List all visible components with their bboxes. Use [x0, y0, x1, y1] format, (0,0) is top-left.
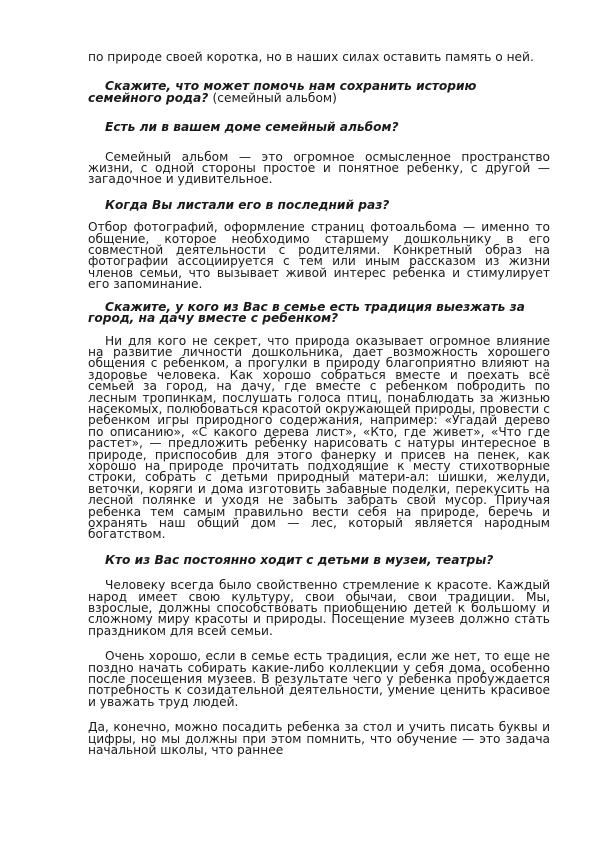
paragraph-beauty: Человеку всегда было свойственно стремление к красоте. Каждый народ имеет свою культуру, свои обычаи, свои традиции. Мы, взрослые, должны способствовать приобщению детей к большому и сложному миру красоты и природы. Посещение музеев должно стать праздником для всей семьи.	[88, 578, 550, 638]
paragraph-collections: Очень хорошо, если в семье есть традиция, если же нет, то еще не поздно начать собирать какие-либо коллекции у себя дома, особенно после посещения музеев. В результате чего у ребенка пробуждается потребность к созидательной деятельности, умение ценить красивое и уважать труд людей.	[88, 649, 550, 709]
question-family-history	[88, 81, 550, 104]
question-family-album: Есть ли в вашем доме семейный альбом?	[105, 120, 399, 135]
paragraph-schooling: Да, конечно, можно посадить ребенка за стол и учить писать буквы и цифры, но мы должны при этом помнить, что обучение — это задача начальной школы, что раннее	[88, 720, 550, 758]
paragraph-nature: Ни для кого не секрет, что природа оказывает огромное влияние на развитие личности дошкольника, дает возможность хорошего общения с ребенком, а прогулки в природу благоприятно влияют на здоровье человека. Как хорошо собраться вместе и поехать всё семьей за город, на дачу, где вместе с ребенком побродить по лесным тропинкам, послушать голоса птиц, понаблюдать за жизнью насекомых, полюбоваться красотой окружающей природы, провести с ребенком игры природного содержания, например: «Угадай дерево по описанию», «С какого дерева лист», «Кто, где живет», «Что где растет», — предложить ребенку нарисовать с натуры интересное в природе, приспособив для этого фанерку и присев на пенек, как хорошо на природе прочитать подходящие к месту стихотворные строки, собрать с детьми природный матери-ал: шишки, желуди, веточки, коряги и дома изготовить забавные поделки, перекусить на лесной полянке и уходя не забыть забрать свой мусор. Приучая ребенка тем самым правильно вести себя на природе, беречь и охранять наш общий дом — лес, который является народным богатством.	[88, 333, 550, 542]
paragraph-album: Семейный альбом — это огромное осмысленное пространство жизни, с одной стороны простое и понятное ребенку, с другой — загадочное и удивительное.	[88, 149, 550, 187]
question-text: Скажите, что может помочь нам сохранить историю семейного рода?	[88, 79, 477, 105]
question-museums: Кто из Вас постоянно ходит с детьми в музеи, театры?	[105, 552, 494, 567]
question-last-time: Когда Вы листали его в последний раз?	[105, 197, 390, 212]
question-countryside: Скажите, у кого из Вас в семье есть традиция выезжать за город, на дачу вместе с ребенком?	[88, 299, 525, 326]
paragraph-continuation: по природе своей коротка, но в наших силах оставить память о ней.	[88, 50, 534, 64]
paragraph-photo-selection: Отбор фотографий, оформление страниц фотоальбома — именно то общение, которое необходимо старшему дошкольнику в его совместной деятельности с родителями. Конкретный образ на фотографии ассоциируется с тем или иным рассказом из жизни членов семьи, что вызывает живой интерес ребенка и стимулирует его запоминание.	[88, 220, 550, 292]
answer-hint: (семейный альбом)	[212, 90, 337, 105]
document-page	[88, 52, 550, 757]
